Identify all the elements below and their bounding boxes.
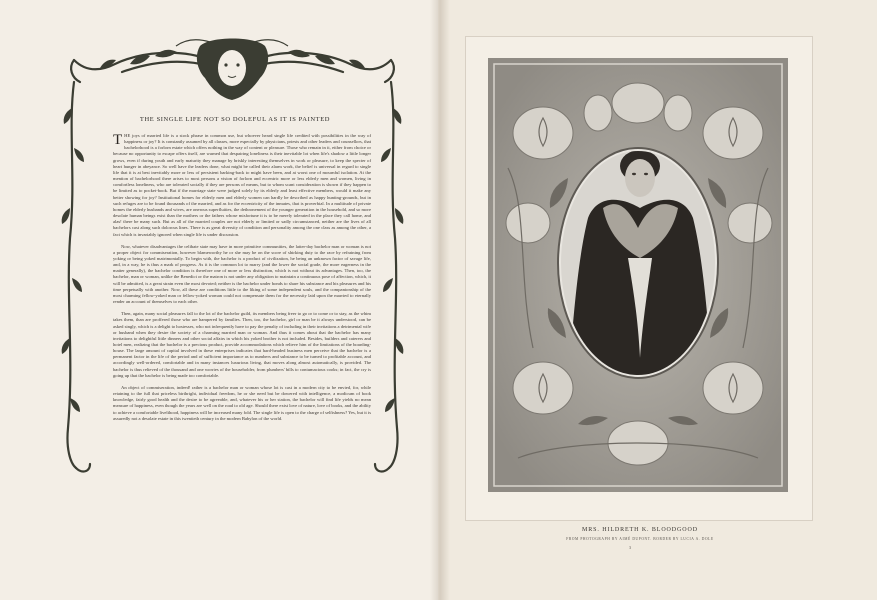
face-ornament-icon	[176, 39, 288, 101]
plate-caption-name: MRS. HILDRETH K. BLOODGOOD	[582, 527, 698, 533]
plate-caption-credit: FROM PHOTOGRAPH BY AIMÉ DUPONT. BORDER BY LUCIA A. DOLE	[566, 537, 714, 541]
article-paragraph: Now, whatever disadvantages the celibate state may have in more primitive communities, the latter-day bachelor man or woman is not a proper object for commiseration, however blameworthy he or she may be on the score of shirking duty to the race by refraining from yoking or being yoked matrimonially. To begin with, the bachelor is a product of civilization, he being an unknown factor of savage life, and, in a way, he is thus a mark of progress. As it is the common lot to marry (and the lower the social grade, the more eagerness in the matter generally), the bachelor condition is therefore one of more or less distinction, which is not without its advantages. Then, too, the bachelor, man or woman, unlike the Benedict or the matron is not under any obligation to maintain a continuous pose of affection, which, it will be admitted, is a great strain even the most devoted; neither is the bachelor under bonds to share his substance and his pleasures and his time perpetually with another. Now, all these are conditions little to the liking of some independent souls, and the companionship of the most charming fellow-yoked man or fellow-yoked woman could not compensate them for the necessity laid upon the married to eternally render an account of themselves to each other.	[113, 243, 371, 305]
article-paragraph: Then, again, many social pleasures fall to the lot of the bachelor guild, its members being freer to go or to come or to stay, as the whim takes them, than are proffered those who are hampered by families. Then, too, the bachelor, girl or man be it always understood, can be asked singly, which is a delight to hostesses, who not infrequently have to pay the penalty of including in their invitations a detrimental wife or husband when they desire the society of a charming married man or woman. And thus it comes about that the bachelor has many invitations to delightful little dinners and other social affairs in which his yoked brother is not included. Besides, builders and caterers and hotel men, realizing that the bachelor is a precious product, provide accommodations which relieve him of the limitations of the boarding-house. The large amount of capital involved in these enterprises indicates that hard-headed business men perceive that the bachelor is a permanent factor in the life of the period and of sufficient importance as to numbers and substance to be turned to profitable account, and accordingly well-ordered, comfortable and in many instances luxurious living, that moves along almost automatically, is provided. The bachelor is thus relieved of the thousand and one worries of the householder, from plumbers' bills to contumacious cooks; in fact, the cry is going up that the bachelor is being made too comfortable.	[113, 311, 371, 378]
page-number: 3	[629, 545, 631, 550]
drop-cap: T	[113, 132, 123, 148]
page-gutter	[430, 0, 450, 600]
floral-border-portrait	[488, 58, 788, 492]
article-paragraph	[113, 133, 371, 238]
article-paragraph: An object of commiseration, indeed! rather is a bachelor man or woman whose lot is cast in a modern city to be envied, for, while retaining to the full that priceless birthright, individual freedom, he or she need but be dowered with intelligence, a modicum of book knowledge, fairly good health and the desire to be agreeable, and, whatever his or her station, the bachelor will find life yields no mean measure of happiness, even though the years are well on the road to old age. Should there exist love of nature, love of books, and the ability to achieve a comfortable livelihood, happiness will be increased many fold. The single life is open to the charge of selfishness? Yes, but it is assuredly not a desolate estate in this twentieth century in the modern Babylon of the world.	[113, 384, 371, 421]
article-paragraph-text: HE joys of married life is a stock phrase in common use, but whoever heard single life credited with possibilities in the way of happiness or joy? It is constantly assumed by all classes, more especially by physicians, priests and other leaders and counsellors, that bachelorhood is a forlorn estate which offers nothing in the way of content or pleasure. Those who remain in it, either from choice or because no opportunity to escape offers itself, are warned that despairing loneliness is their inevitable lot when life's shadow a little longer grows, even if during youth and early maturity they manage by briskly interesting themselves in work or pleasure, to keep the specter of heart hunger in abeyance. So well have the leaders done, what might be called their alarm work, the belief is universal in regard to single life that it is at best inevitably more or less of persistent barking-back to might have been, and at worst one of mournful isolation. At the mention of bachelorhood there arises to most persons a vision of forlorn and eccentric more or less elderly men and women, living in comfortless loneliness, who are tolerated socially if they are persons of means, but to whom scant consideration is shown if they happen to be limited as to pocket-book. But if the marriage state were judged solely by its elderly and least effective members, would it make any better showing for joy? Institutional homes for elderly men and elderly women can hardly be described as happy hunting-grounds, but in such refuges are to be found thousands of the married, and as for the eccentricity of the inmates, that is proverbial. In a multitude of private homes the elderly husbands and wives, are onerous superfluities, the dethronement of the younger generation in the household, and so more desolate human beings exist than the mothers or the fathers whose misfortune it is to be merely tolerated in the place they call home, and alas! there be many such. But as all of the married couples are not elderly or limited or sadly circumstanced, neither are the lives of all bachelors cast along such dolorous lines. There is as great diversity of condition and personality among the one class as among the other, a fact which is invariably ignored when single life is under discussion.	[113, 133, 371, 237]
article-body	[113, 133, 371, 428]
article-title: THE SINGLE LIFE NOT SO DOLEFUL AS IT IS PAINTED	[139, 116, 331, 123]
